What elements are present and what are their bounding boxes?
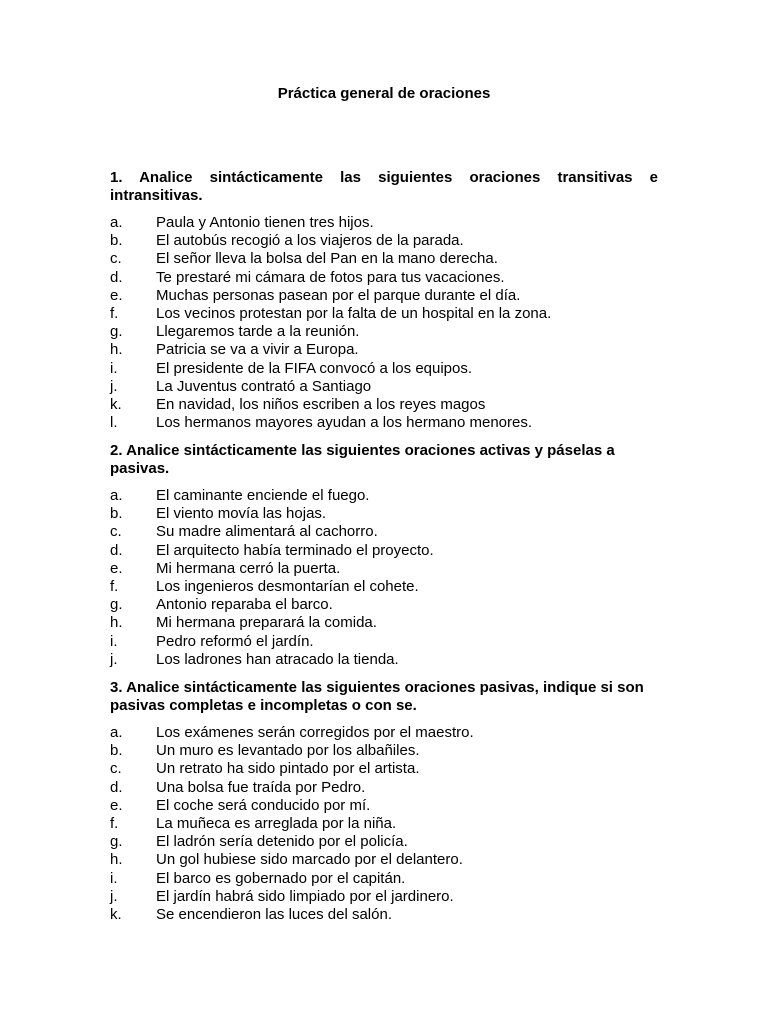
list-item: [110, 851, 658, 869]
list-item-text: Muchas personas pasean por el parque durante el día.: [156, 286, 521, 304]
list-item-letter: b.: [110, 232, 123, 250]
list-item-text: El autobús recogió a los viajeros de la parada.: [156, 232, 464, 250]
list-item-text: Pedro reformó el jardín.: [156, 632, 314, 650]
list-item-letter: d.: [110, 541, 123, 559]
list-item: [110, 906, 658, 924]
list-item-letter: c.: [110, 250, 122, 268]
list-item-letter: a.: [110, 487, 123, 504]
list-item: [110, 250, 658, 268]
list-item-letter: g.: [110, 833, 123, 851]
list-item-letter: j.: [110, 650, 118, 668]
list-item-text: Se encendieron las luces del salón.: [156, 906, 392, 924]
list-item-text: Patricia se va a vivir a Europa.: [156, 341, 359, 359]
section-2-heading: 2. Analice sintácticamente las siguientes oraciones activas y páselas a pasivas.: [110, 442, 615, 477]
list-item: [110, 305, 658, 323]
list-item-text: El presidente de la FIFA convocó a los equipos.: [156, 359, 473, 377]
list-item-letter: c.: [110, 760, 122, 778]
list-item-text: Mi hermana cerró la puerta.: [156, 559, 341, 577]
list-item: [110, 833, 658, 851]
list-item-letter: a.: [110, 214, 123, 231]
list-item-text: Mi hermana preparará la comida.: [156, 614, 377, 632]
list-item-text: Su madre alimentará al cachorro.: [156, 523, 378, 541]
list-item: [110, 815, 658, 833]
section-2: [110, 442, 658, 669]
list-item: [110, 378, 658, 396]
list-item-letter: d.: [110, 268, 123, 286]
section-3-list: [110, 724, 658, 924]
list-item-text: Una bolsa fue traída por Pedro.: [156, 778, 366, 796]
list-item-text: Los vecinos protestan por la falta de un hospital en la zona.: [156, 305, 552, 323]
list-item: [110, 651, 658, 669]
list-item-letter: g.: [110, 323, 123, 341]
list-item: [110, 414, 658, 432]
section-1-list: [110, 214, 658, 432]
list-item-text: Paula y Antonio tienen tres hijos.: [156, 214, 374, 231]
section-1: [110, 169, 658, 432]
list-item-letter: i.: [110, 359, 118, 377]
list-item-text: El caminante enciende el fuego.: [156, 487, 370, 504]
list-item-letter: j.: [110, 887, 118, 905]
list-item: [110, 633, 658, 651]
list-item-text: Un gol hubiese sido marcado por el delantero.: [156, 851, 463, 869]
list-item-letter: d.: [110, 778, 123, 796]
list-item-letter: b.: [110, 505, 123, 523]
section-3: [110, 679, 658, 924]
list-item-text: El coche será conducido por mí.: [156, 796, 371, 814]
list-item-text: Los hermanos mayores ayudan a los hermano menores.: [156, 414, 533, 432]
list-item-letter: c.: [110, 523, 122, 541]
list-item: [110, 487, 658, 505]
list-item-text: Antonio reparaba el barco.: [156, 596, 333, 614]
section-3-heading: 3. Analice sintácticamente las siguientes oraciones pasivas, indique si son pasivas completas e incompletas o con se.: [110, 679, 644, 714]
list-item-letter: l.: [110, 414, 118, 432]
list-item-letter: i.: [110, 632, 118, 650]
list-item-letter: b.: [110, 742, 123, 760]
list-item-letter: k.: [110, 396, 122, 414]
list-item-text: Los ingenieros desmontarían el cohete.: [156, 578, 419, 596]
list-item: [110, 323, 658, 341]
list-item-text: El arquitecto había terminado el proyecto.: [156, 541, 434, 559]
list-item-letter: f.: [110, 305, 119, 323]
list-item-text: En navidad, los niños escriben a los reyes magos: [156, 396, 486, 414]
list-item-text: El viento movía las hojas.: [156, 505, 327, 523]
list-item: [110, 760, 658, 778]
list-item-text: La Juventus contrató a Santiago: [156, 377, 372, 395]
list-item: [110, 232, 658, 250]
list-item-text: El ladrón sería detenido por el policía.: [156, 833, 408, 851]
list-item-letter: e.: [110, 796, 123, 814]
list-item-letter: i.: [110, 869, 118, 887]
list-item-text: Un muro es levantado por los albañiles.: [156, 742, 420, 760]
list-item: [110, 214, 658, 232]
list-item-letter: f.: [110, 578, 119, 596]
list-item: [110, 360, 658, 378]
list-item-letter: k.: [110, 906, 122, 924]
list-item-letter: f.: [110, 815, 119, 833]
list-item: [110, 596, 658, 614]
list-item: [110, 505, 658, 523]
list-item: [110, 779, 658, 797]
document-title: Práctica general de oraciones: [277, 85, 491, 102]
section-2-list: [110, 487, 658, 669]
list-item-letter: h.: [110, 851, 123, 869]
list-item: [110, 269, 658, 287]
list-item-text: Te prestaré mi cámara de fotos para tus vacaciones.: [156, 268, 505, 286]
list-item: [110, 870, 658, 888]
list-item: [110, 614, 658, 632]
list-item-letter: e.: [110, 286, 123, 304]
list-item: [110, 341, 658, 359]
list-item: [110, 797, 658, 815]
list-item-letter: j.: [110, 377, 118, 395]
list-item: [110, 560, 658, 578]
list-item-text: El jardín habrá sido limpiado por el jardinero.: [156, 887, 454, 905]
list-item-letter: a.: [110, 724, 123, 741]
list-item-text: Un retrato ha sido pintado por el artista.: [156, 760, 420, 778]
list-item-text: El barco es gobernado por el capitán.: [156, 869, 406, 887]
list-item: [110, 578, 658, 596]
list-item: [110, 888, 658, 906]
list-item-letter: h.: [110, 614, 123, 632]
list-item: [110, 724, 658, 742]
list-item: [110, 742, 658, 760]
list-item-text: El señor lleva la bolsa del Pan en la mano derecha.: [156, 250, 498, 268]
list-item-letter: h.: [110, 341, 123, 359]
list-item-text: Los exámenes serán corregidos por el maestro.: [156, 724, 474, 741]
list-item: [110, 287, 658, 305]
section-1-heading: 1. Analice sintácticamente las siguientes oraciones transitivas e intransitivas.: [110, 169, 658, 204]
list-item: [110, 542, 658, 560]
list-item-text: Los ladrones han atracado la tienda.: [156, 650, 399, 668]
list-item-letter: e.: [110, 559, 123, 577]
list-item-text: Llegaremos tarde a la reunión.: [156, 323, 360, 341]
list-item-letter: g.: [110, 596, 123, 614]
list-item: [110, 396, 658, 414]
list-item-text: La muñeca es arreglada por la niña.: [156, 815, 397, 833]
list-item: [110, 523, 658, 541]
